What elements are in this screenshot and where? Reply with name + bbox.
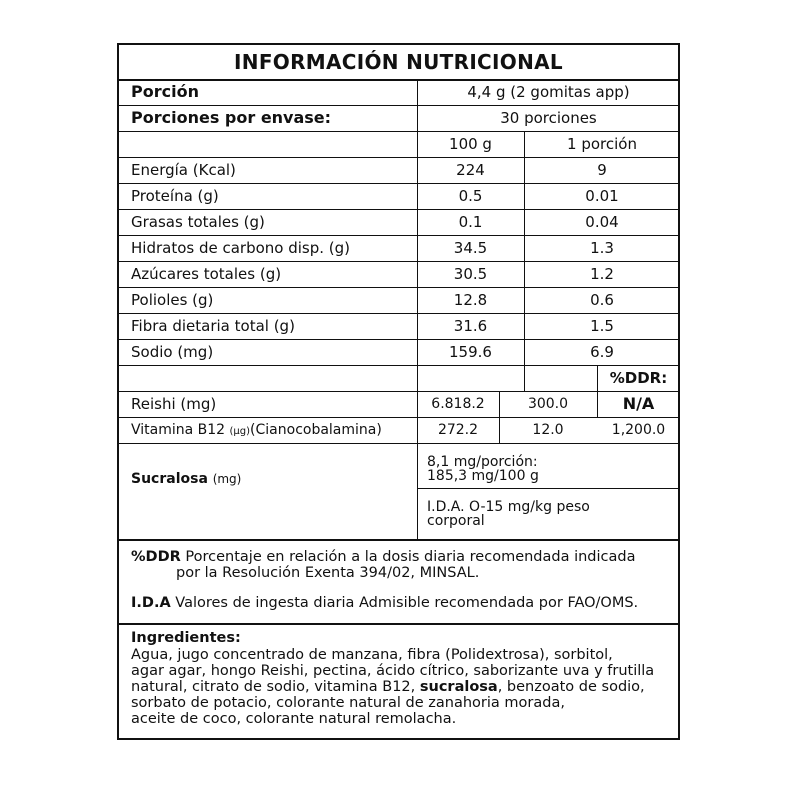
nutrient-per100: 224: [456, 161, 485, 179]
nutrient-name: Fibra dietaria total (g): [131, 317, 295, 335]
nutrient-name: Polioles (g): [131, 291, 214, 309]
nutrient-per-portion: 1.2: [590, 265, 614, 283]
ingredients-label: Ingredientes:: [131, 630, 241, 646]
extra-suffix: (Cianocobalamina): [250, 422, 382, 438]
nutrient-per100: 159.6: [449, 343, 492, 361]
nutrient-per100: 34.5: [453, 239, 488, 257]
ingredients-line: aceite de coco, colorante natural remolacha.: [131, 711, 457, 727]
nutrient-name: Hidratos de carbono disp. (g): [131, 239, 351, 257]
nutrient-name: Grasas totales (g): [131, 213, 265, 231]
nutrient-per-portion: 1.3: [590, 239, 614, 257]
divider: [119, 623, 678, 625]
sucralose-unit: (mg): [212, 472, 242, 486]
ddr-header: %DDR:: [609, 369, 668, 387]
nutrient-per-portion: 0.04: [585, 213, 619, 231]
extra-per100: 272.2: [437, 422, 479, 438]
nutrient-name: Proteína (g): [131, 187, 219, 205]
nutrient-name: Azúcares totales (g): [131, 265, 282, 283]
ingredients-line: sorbato de potacio, colorante natural de zanahoria morada,: [131, 695, 565, 711]
nutrient-per100: 30.5: [453, 265, 488, 283]
servings-label: Porciones por envase:: [131, 108, 332, 127]
col-header-100g: 100 g: [449, 135, 492, 153]
ddr-note-line2: por la Resolución Exenta 394/02, MINSAL.: [176, 565, 480, 581]
portion-value: 4,4 g (2 gomitas app): [467, 83, 630, 101]
nutrient-name: Energía (Kcal): [131, 161, 236, 179]
ingredients-text: natural, citrato de sodio, vitamina B12,: [131, 679, 416, 695]
nutrient-per-portion: 6.9: [590, 343, 614, 361]
extra-name: Reishi (mg): [131, 395, 217, 413]
divider: [417, 443, 418, 539]
extra-per100: 6.818.2: [431, 396, 485, 412]
extra-per-portion: 12.0: [532, 422, 564, 438]
ida-note-abbr: I.D.A: [131, 595, 171, 611]
ddr-note-text: Porcentaje en relación a la dosis diaria recomendada indicada: [185, 549, 636, 565]
extra-ddr: 1,200.0: [611, 422, 666, 438]
extra-per-portion: 300.0: [527, 396, 569, 412]
divider: [119, 365, 678, 366]
nutrient-name: Sodio (mg): [131, 343, 214, 361]
ida-note: [131, 595, 638, 611]
extra-unit: (µg): [229, 426, 251, 437]
sucralose-line2: 185,3 mg/100 g: [427, 468, 539, 484]
sucralose-label: Sucralosa: [131, 471, 208, 487]
divider: [119, 443, 678, 444]
col-header-portion: 1 porción: [567, 135, 637, 153]
divider: [119, 539, 678, 541]
nutrition-facts-panel: [117, 43, 680, 740]
ida-note-text: Valores de ingesta diaria Admisible recomendada por FAO/OMS.: [175, 595, 639, 611]
ingredients-line: agar agar, hongo Reishi, pectina, ácido cítrico, saborizante uva y frutilla: [131, 663, 655, 679]
nutrient-per100: 12.8: [453, 291, 488, 309]
extra-ddr: N/A: [622, 394, 655, 413]
ddr-note-abbr: %DDR: [131, 549, 181, 565]
nutrient-per-portion: 0.6: [590, 291, 614, 309]
nutrient-per100: 0.5: [458, 187, 483, 205]
nutrient-per-portion: 0.01: [585, 187, 619, 205]
nutrient-per-portion: 9: [597, 161, 607, 179]
ingredients-line: Agua, jugo concentrado de manzana, fibra (Polidextrosa), sorbitol,: [131, 647, 613, 663]
panel-title: INFORMACIÓN NUTRICIONAL: [234, 50, 563, 74]
ddr-note-line1: [131, 549, 636, 565]
nutrient-per-portion: 1.5: [590, 317, 614, 335]
ingredients-text: , benzoato de sodio,: [497, 679, 645, 695]
divider: [417, 488, 678, 489]
servings-value: 30 porciones: [500, 109, 597, 127]
sucralose-ida2: corporal: [427, 513, 485, 529]
nutrient-per100: 31.6: [453, 317, 488, 335]
extra-name: Vitamina B12: [131, 422, 226, 438]
sucralose-label-row: [131, 465, 241, 491]
sucralose-ida1: I.D.A. O-15 mg/kg peso: [427, 499, 590, 515]
portion-label: Porción: [131, 82, 199, 101]
ingredients-line: [131, 679, 645, 695]
extra-name-b12: [131, 417, 382, 443]
ingredients-highlight: sucralosa: [419, 679, 498, 695]
nutrient-per100: 0.1: [458, 213, 483, 231]
sucralose-line1: 8,1 mg/porción:: [427, 454, 538, 470]
